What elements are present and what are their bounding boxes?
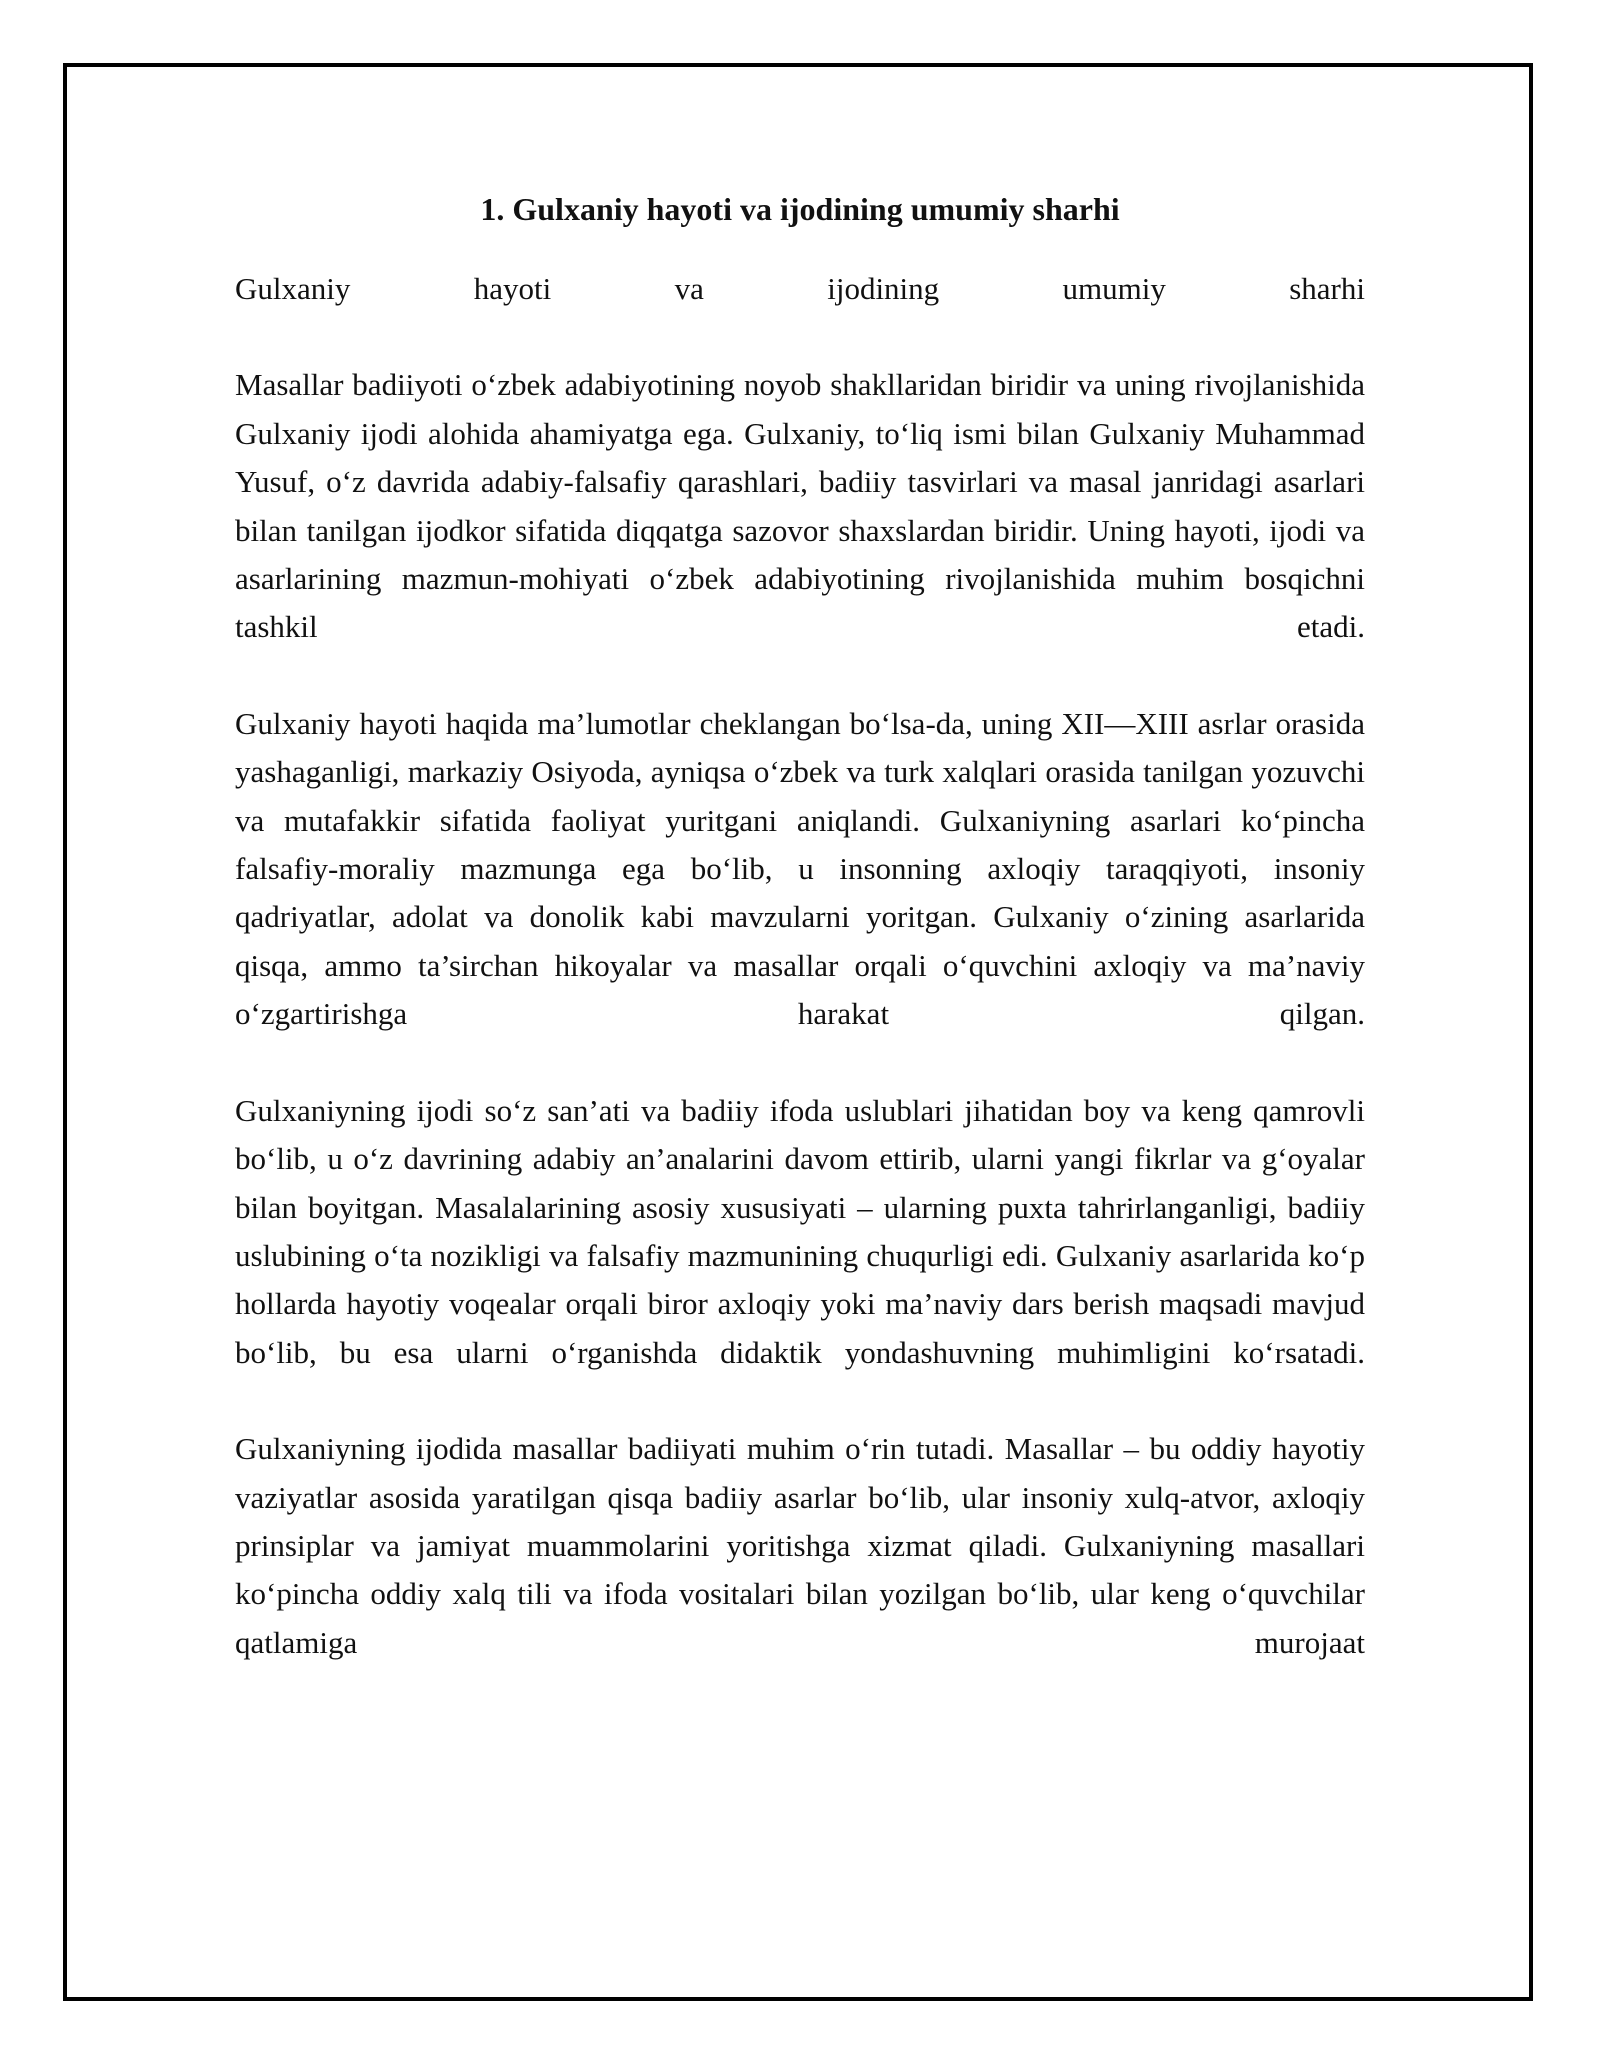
document-subtitle: Gulxaniy hayoti va ijodining umumiy sharhi [235, 271, 1365, 306]
document-body [235, 185, 1365, 1667]
paragraph-2: Gulxaniy hayoti haqida ma’lumotlar cheklangan bo‘lsa-da, uning XII—XIII asrlar orasida yashaganligi, markaziy Osiyoda, ayniqsa o‘zbek va turk xalqlari orasida tanilgan yozuvchi va mutafakkir sifatida faoliyat yuritgani aniqlandi. Gulxaniyning asarlari ko‘pincha falsafiy-moraliy mazmunga ega bo‘lib, u insonning axloqiy taraqqiyoti, insoniy qadriyatlar, adolat va donolik kabi mavzularni yoritgan. Gulxaniy o‘zining asarlarida qisqa, ammo ta’sirchan hikoyalar va masallar orqali o‘quvchini axloqiy va ma’naviy o‘zgartirishga harakat qilgan. [235, 705, 1365, 1032]
paragraph-3: Gulxaniyning ijodi so‘z san’ati va badiiy ifoda uslublari jihatidan boy va keng qamrovli bo‘lib, u o‘z davrining adabiy an’analarini davom ettirib, ularni yangi fikrlar va g‘oyalar bilan boyitgan. Masalalarining asosiy xususiyati – ularning puxta tahrirlanganligi, badiiy uslubining o‘ta nozikligi va falsafiy mazmunining chuqurligi edi. Gulxaniy asarlarida ko‘p hollarda hayotiy voqealar orqali biror axloqiy yoki ma’naviy dars berish maqsadi mavjud bo‘lib, bu esa ularni o‘rganishda didaktik yondashuvning muhimligini ko‘rsatadi. [235, 1092, 1365, 1370]
paragraph-4: Gulxaniyning ijodida masallar badiiyati muhim o‘rin tutadi. Masallar – bu oddiy hayotiy vaziyatlar asosida yaratilgan qisqa badiiy asarlar bo‘lib, ular insoniy xulq-atvor, axloqiy prinsiplar va jamiyat muammolarini yoritishga xizmat qiladi. Gulxaniyning masallari ko‘pincha oddiy xalq tili va ifoda vositalari bilan yozilgan bo‘lib, ular keng o‘quvchilar qatlamiga murojaat [235, 1431, 1365, 1660]
document-title: 1. Gulxaniy hayoti va ijodining umumiy sharhi [480, 191, 1120, 227]
paragraph-1: Masallar badiiyoti o‘zbek adabiyotining noyob shakllaridan biridir va uning rivojlanishida Gulxaniy ijodi alohida ahamiyatga ega. Gulxaniy, to‘liq ismi bilan Gulxaniy Muhammad Yusuf, o‘z davrida adabiy-falsafiy qarashlari, badiiy tasvirlari va masal janridagi asarlari bilan tanilgan ijodkor sifatida diqqatga sazovor shaxslardan biridir. Uning hayoti, ijodi va asarlarining mazmun-mohiyati o‘zbek adabiyotining rivojlanishida muhim bosqichni tashkil etadi. [235, 367, 1365, 645]
